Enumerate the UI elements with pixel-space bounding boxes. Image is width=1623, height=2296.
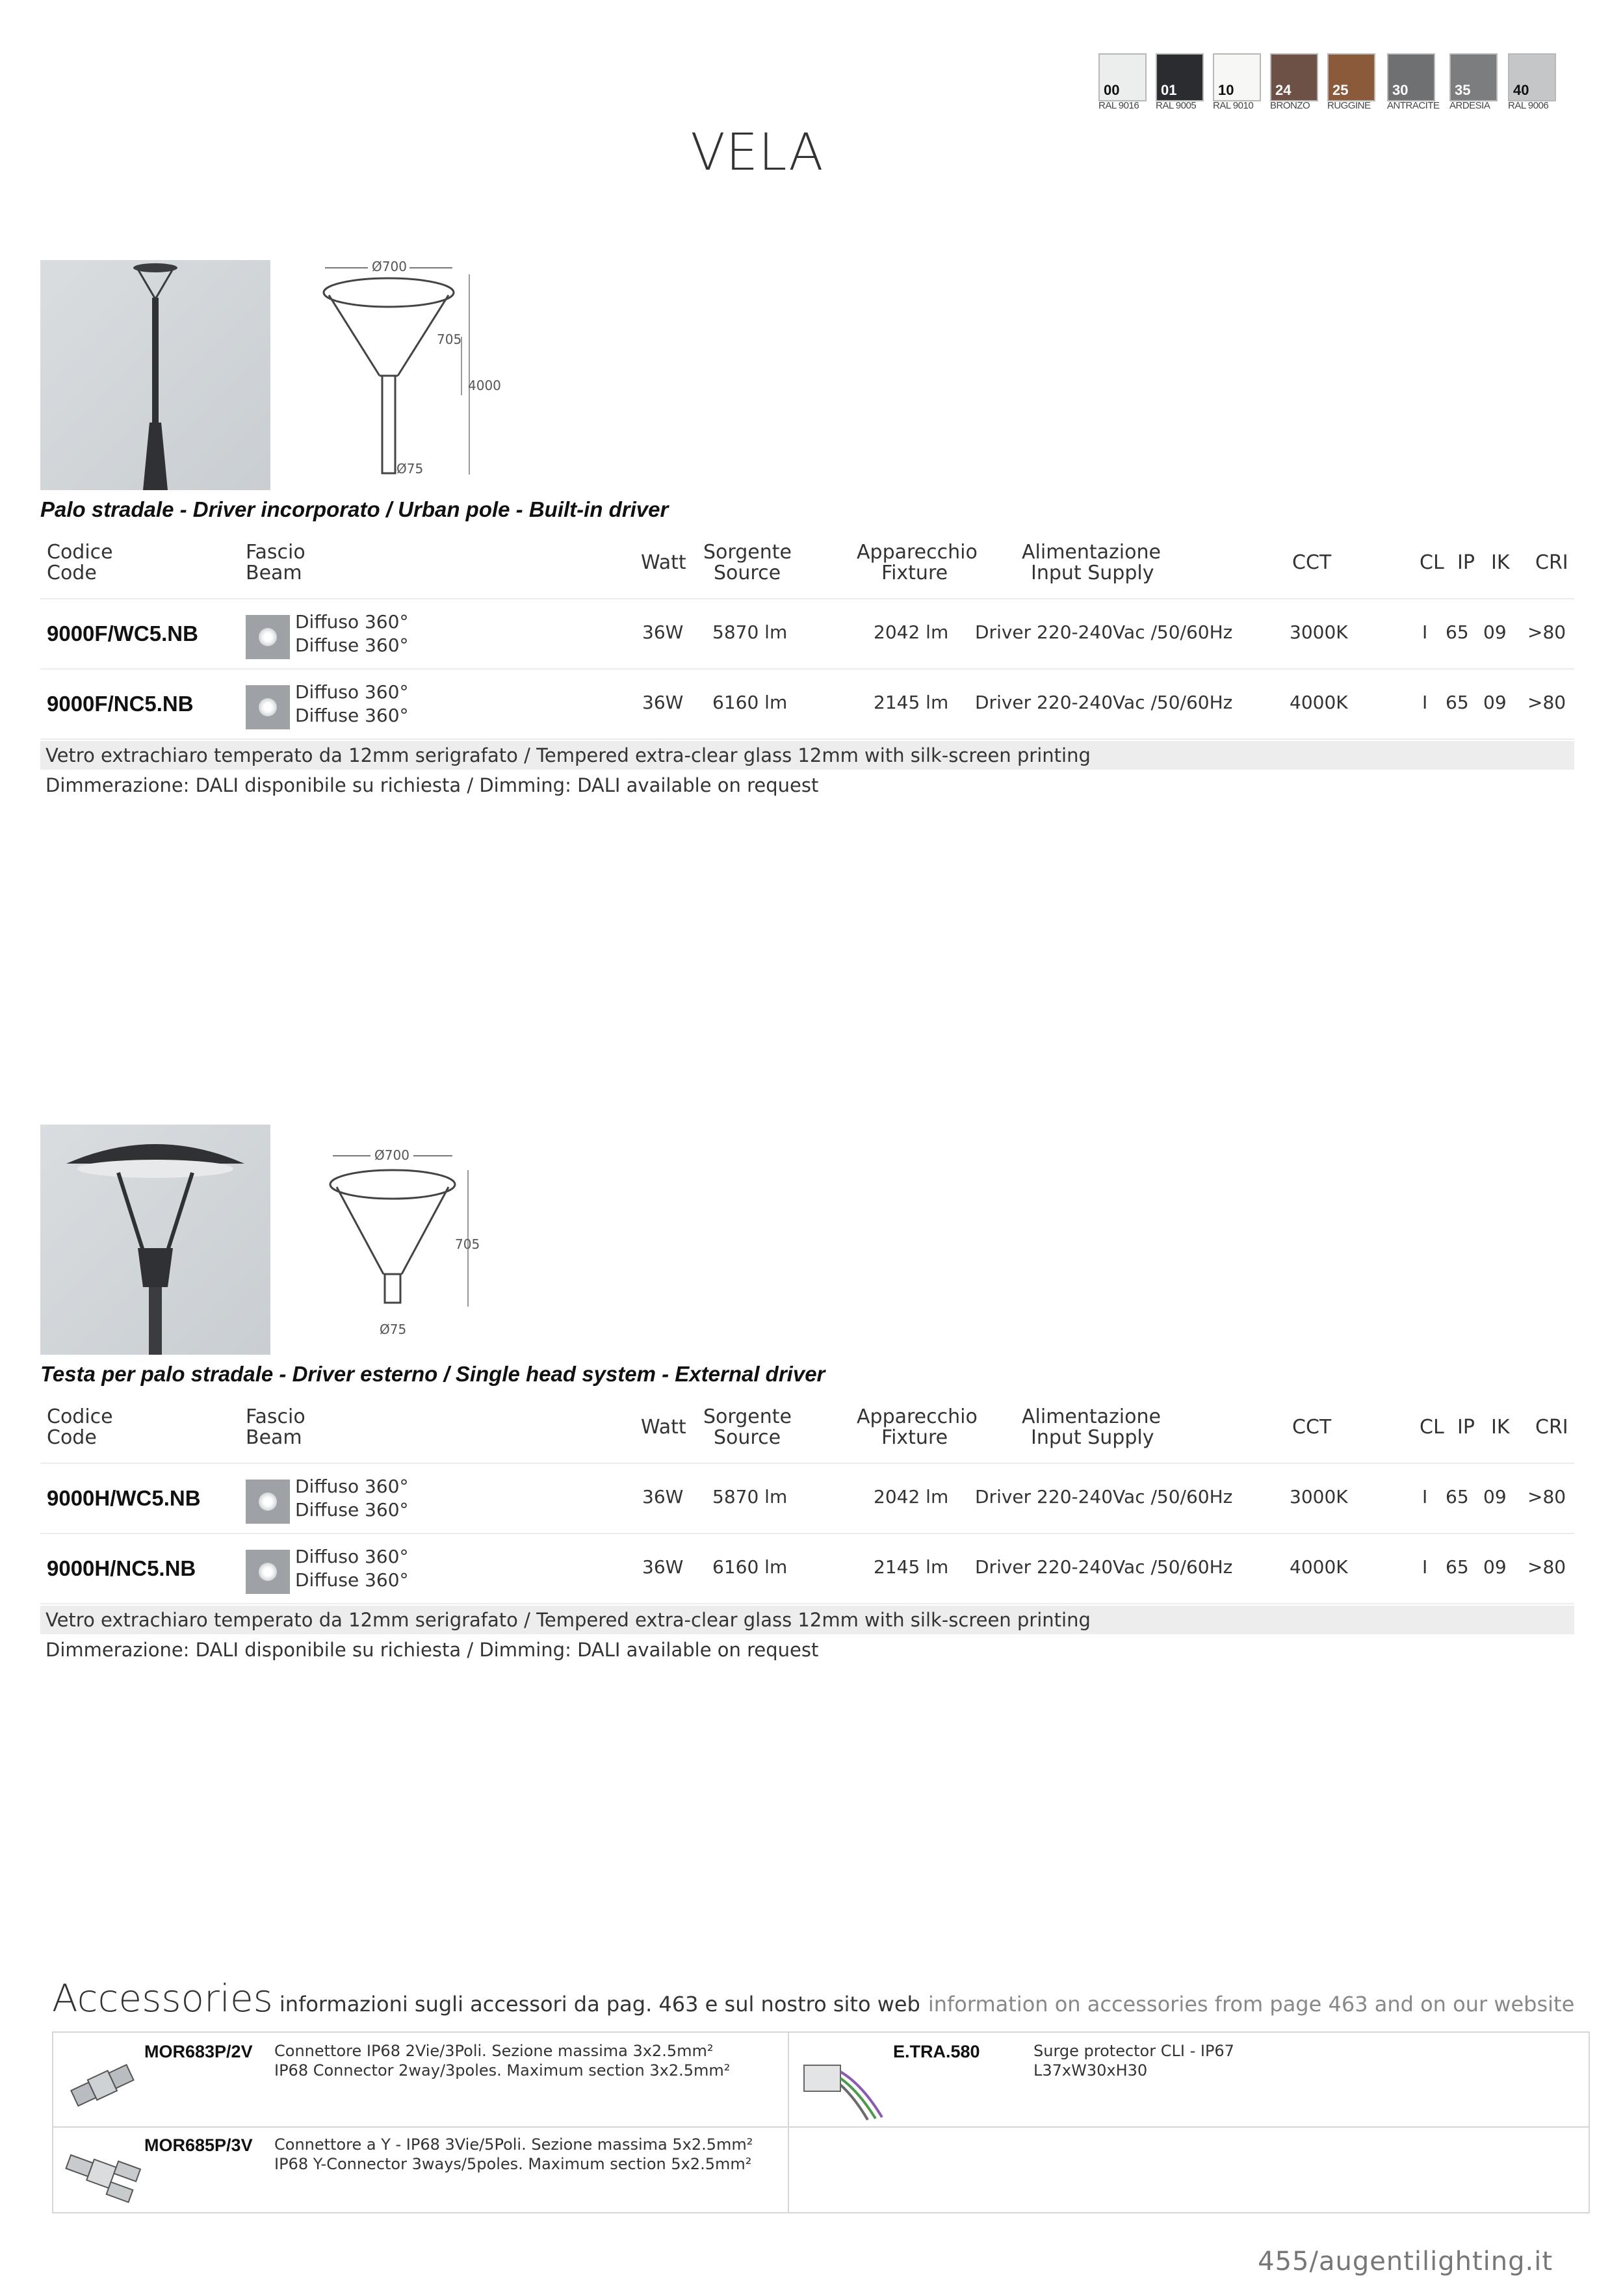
col-code-en: Code — [47, 1426, 97, 1449]
technical-drawing-single-head — [318, 1144, 507, 1346]
product-table-single-head — [40, 1404, 1574, 1604]
col-source-it: Sorgente — [703, 541, 792, 564]
accessory-desc-en: IP68 Connector 2way/3poles. Maximum section 3x2.5mm² — [274, 2061, 731, 2080]
ik-value: 09 — [1483, 1556, 1507, 1578]
col-fixture-en: Fixture — [881, 562, 948, 584]
source-lumen: 5870 lm — [712, 621, 788, 643]
dimension-diameter-top: Ø700 — [374, 1147, 409, 1163]
product-code: 9000F/NC5.NB — [47, 692, 194, 716]
source-lumen: 5870 lm — [712, 1486, 788, 1507]
beam-en: Diffuse 360° — [295, 1569, 409, 1591]
swatch-chip — [1213, 53, 1261, 101]
ip-value: 65 — [1446, 1486, 1469, 1507]
col-cl: CL — [1420, 1416, 1444, 1439]
swatch-code: 35 — [1455, 82, 1471, 98]
col-cri: CRI — [1535, 551, 1568, 574]
glass-note: Vetro extrachiaro temperato da 12mm serigrafato / Tempered extra-clear glass 12mm with silk-screen printing — [40, 1606, 1574, 1634]
beam-it: Diffuso 360° — [295, 1476, 409, 1497]
col-beam-it: Fascio — [246, 1405, 305, 1428]
product-code: 9000H/NC5.NB — [47, 1556, 196, 1580]
product-code: 9000H/WC5.NB — [47, 1486, 201, 1510]
accessory-desc-en: IP68 Y-Connector 3ways/5poles. Maximum section 5x2.5mm² — [274, 2155, 752, 2173]
y-connector-icon — [60, 2142, 151, 2207]
accessory-desc-it: Surge protector CLI - IP67 — [1033, 2042, 1234, 2060]
swatch-01 — [1156, 53, 1204, 113]
swatch-code: 40 — [1513, 82, 1529, 98]
col-ik: IK — [1491, 1416, 1510, 1439]
dimension-head-height: 705 — [455, 1236, 480, 1252]
diffuse-beam-icon — [246, 615, 290, 659]
glass-note: Vetro extrachiaro temperato da 12mm serigrafato / Tempered extra-clear glass 12mm with silk-screen printing — [40, 741, 1574, 770]
beam-en: Diffuse 360° — [295, 1499, 409, 1520]
swatch-35 — [1449, 53, 1498, 113]
watt-value: 36W — [642, 621, 684, 643]
beam-en: Diffuse 360° — [295, 634, 409, 656]
swatch-name: ARDESIA — [1449, 100, 1490, 111]
page-footer: 455/augentilighting.it — [1258, 2247, 1553, 2276]
source-lumen: 6160 lm — [712, 1556, 788, 1578]
col-ik: IK — [1491, 551, 1510, 574]
dimension-diameter-top: Ø700 — [372, 259, 407, 274]
swatch-24 — [1270, 53, 1318, 113]
table-header — [40, 1404, 1574, 1464]
col-supply-en: Input Supply — [1031, 562, 1154, 584]
fixture-lumen: 2145 lm — [874, 692, 949, 713]
diffuse-beam-icon — [246, 1480, 290, 1524]
col-supply-it: Alimentazione — [1022, 541, 1161, 564]
cri-value: >80 — [1527, 621, 1566, 643]
beam-en: Diffuse 360° — [295, 705, 409, 726]
accessory-code: E.TRA.580 — [893, 2042, 980, 2061]
col-code-it: Codice — [47, 1405, 113, 1428]
page-title: VELA — [690, 124, 824, 182]
swatch-chip — [1508, 53, 1556, 101]
accessory-desc-en: L37xW30xH30 — [1033, 2061, 1148, 2080]
cct-value: 4000K — [1290, 1556, 1348, 1578]
product-photo-single-head — [40, 1125, 270, 1355]
col-cri: CRI — [1535, 1416, 1568, 1439]
dimming-note: Dimmerazione: DALI disponibile su richiesta / Dimming: DALI available on request — [45, 1639, 819, 1661]
section-caption: Testa per palo stradale - Driver esterno / Single head system - External driver — [40, 1362, 825, 1386]
dimension-diameter-bottom: Ø75 — [380, 1322, 407, 1337]
beam-it: Diffuso 360° — [295, 1546, 409, 1567]
swatch-chip — [1156, 53, 1204, 101]
accessory-code: MOR685P/3V — [144, 2135, 253, 2155]
cl-value: I — [1422, 621, 1428, 643]
dimension-diameter-bottom: Ø75 — [396, 461, 424, 476]
dimension-head-height: 705 — [437, 332, 462, 347]
ik-value: 09 — [1483, 621, 1507, 643]
source-lumen: 6160 lm — [712, 692, 788, 713]
swatch-name: RUGGINE — [1327, 100, 1371, 111]
swatch-code: 10 — [1218, 82, 1234, 98]
ip-value: 65 — [1446, 621, 1469, 643]
cl-value: I — [1422, 1486, 1428, 1507]
section-caption: Palo stradale - Driver incorporato / Urban pole - Built-in driver — [40, 497, 669, 521]
col-fixture-en: Fixture — [881, 1426, 948, 1449]
col-beam-en: Beam — [246, 562, 302, 584]
product-code: 9000F/WC5.NB — [47, 621, 198, 646]
col-supply-en: Input Supply — [1031, 1426, 1154, 1449]
cri-value: >80 — [1527, 1556, 1566, 1578]
accessories-heading — [52, 1976, 1574, 2020]
col-cl: CL — [1420, 551, 1444, 574]
col-source-en: Source — [714, 562, 781, 584]
swatch-name: RAL 9010 — [1213, 100, 1254, 111]
cl-value: I — [1422, 692, 1428, 713]
supply-value: Driver 220-240Vac /50/60Hz — [975, 692, 1233, 713]
col-code-en: Code — [47, 562, 97, 584]
diffuse-beam-icon — [246, 1550, 290, 1594]
col-beam-it: Fascio — [246, 541, 305, 564]
col-source-it: Sorgente — [703, 1405, 792, 1428]
swatch-code: 30 — [1392, 82, 1409, 98]
diffuse-beam-icon — [246, 685, 290, 729]
swatch-code: 01 — [1161, 82, 1177, 98]
table-row — [40, 1464, 1574, 1534]
swatch-name: RAL 9006 — [1508, 100, 1549, 111]
swatch-00 — [1098, 53, 1147, 113]
accessories-info-en: information on accessories from page 463 and on our website — [928, 1992, 1575, 2016]
col-cct: CCT — [1292, 551, 1332, 574]
swatch-40 — [1508, 53, 1556, 113]
beam-it: Diffuso 360° — [295, 681, 409, 703]
swatch-code: 00 — [1104, 82, 1120, 98]
swatch-chip — [1098, 53, 1147, 101]
table-header — [40, 540, 1574, 599]
swatch-30 — [1387, 53, 1440, 113]
accessories-title: Accessories — [52, 1976, 273, 2020]
connector-icon — [60, 2052, 144, 2117]
swatch-name: RAL 9005 — [1156, 100, 1197, 111]
cct-value: 3000K — [1290, 621, 1348, 643]
cri-value: >80 — [1527, 692, 1566, 713]
swatch-name: ANTRACITE — [1387, 100, 1440, 111]
dimming-note: Dimmerazione: DALI disponibile su richiesta / Dimming: DALI available on request — [45, 774, 819, 796]
beam-it: Diffuso 360° — [295, 611, 409, 633]
supply-value: Driver 220-240Vac /50/60Hz — [975, 1556, 1233, 1578]
cri-value: >80 — [1527, 1486, 1566, 1507]
technical-drawing-urban-pole — [312, 259, 520, 486]
col-fixture-it: Apparecchio — [857, 1405, 978, 1428]
swatch-name: RAL 9016 — [1098, 100, 1139, 111]
fixture-lumen: 2042 lm — [874, 1486, 949, 1507]
accessories-grid — [52, 2031, 1590, 2213]
ip-value: 65 — [1446, 692, 1469, 713]
ip-value: 65 — [1446, 1556, 1469, 1578]
col-supply-it: Alimentazione — [1022, 1405, 1161, 1428]
finish-swatches — [1098, 53, 1566, 113]
ik-value: 09 — [1483, 1486, 1507, 1507]
accessory-code: MOR683P/2V — [144, 2042, 253, 2061]
fixture-lumen: 2042 lm — [874, 621, 949, 643]
swatch-chip — [1327, 53, 1375, 101]
swatch-chip — [1387, 53, 1435, 101]
swatch-chip — [1270, 53, 1318, 101]
col-beam-en: Beam — [246, 1426, 302, 1449]
watt-value: 36W — [642, 692, 684, 713]
lamp-head-icon — [40, 1125, 270, 1355]
product-table-urban-pole — [40, 540, 1574, 740]
col-ip: IP — [1457, 1416, 1475, 1439]
product-photo-urban-pole — [40, 260, 270, 490]
dimension-total-height: 4000 — [468, 378, 501, 393]
col-cct: CCT — [1292, 1416, 1332, 1439]
col-code-it: Codice — [47, 541, 113, 564]
table-row — [40, 670, 1574, 740]
accessory-desc-it: Connettore a Y - IP68 3Vie/5Poli. Sezione massima 5x2.5mm² — [274, 2135, 753, 2154]
col-watt: Watt — [641, 551, 686, 574]
street-lamp-pole-icon — [40, 260, 270, 490]
col-source-en: Source — [714, 1426, 781, 1449]
cct-value: 4000K — [1290, 692, 1348, 713]
swatch-25 — [1327, 53, 1375, 113]
accessories-info-it: informazioni sugli accessori da pag. 463 e sul nostro sito web — [279, 1992, 920, 2016]
supply-value: Driver 220-240Vac /50/60Hz — [975, 621, 1233, 643]
swatch-10 — [1213, 53, 1261, 113]
table-row — [40, 1534, 1574, 1604]
col-watt: Watt — [641, 1416, 686, 1439]
watt-value: 36W — [642, 1556, 684, 1578]
swatch-chip — [1449, 53, 1498, 101]
supply-value: Driver 220-240Vac /50/60Hz — [975, 1486, 1233, 1507]
swatch-code: 25 — [1332, 82, 1349, 98]
col-ip: IP — [1457, 551, 1475, 574]
accessory-desc-it: Connettore IP68 2Vie/3Poli. Sezione massima 3x2.5mm² — [274, 2042, 714, 2060]
cct-value: 3000K — [1290, 1486, 1348, 1507]
surge-protector-icon — [791, 2046, 889, 2124]
fixture-lumen: 2145 lm — [874, 1556, 949, 1578]
swatch-name: BRONZO — [1270, 100, 1310, 111]
ik-value: 09 — [1483, 692, 1507, 713]
table-row — [40, 599, 1574, 670]
cl-value: I — [1422, 1556, 1428, 1578]
swatch-code: 24 — [1275, 82, 1292, 98]
watt-value: 36W — [642, 1486, 684, 1507]
col-fixture-it: Apparecchio — [857, 541, 978, 564]
